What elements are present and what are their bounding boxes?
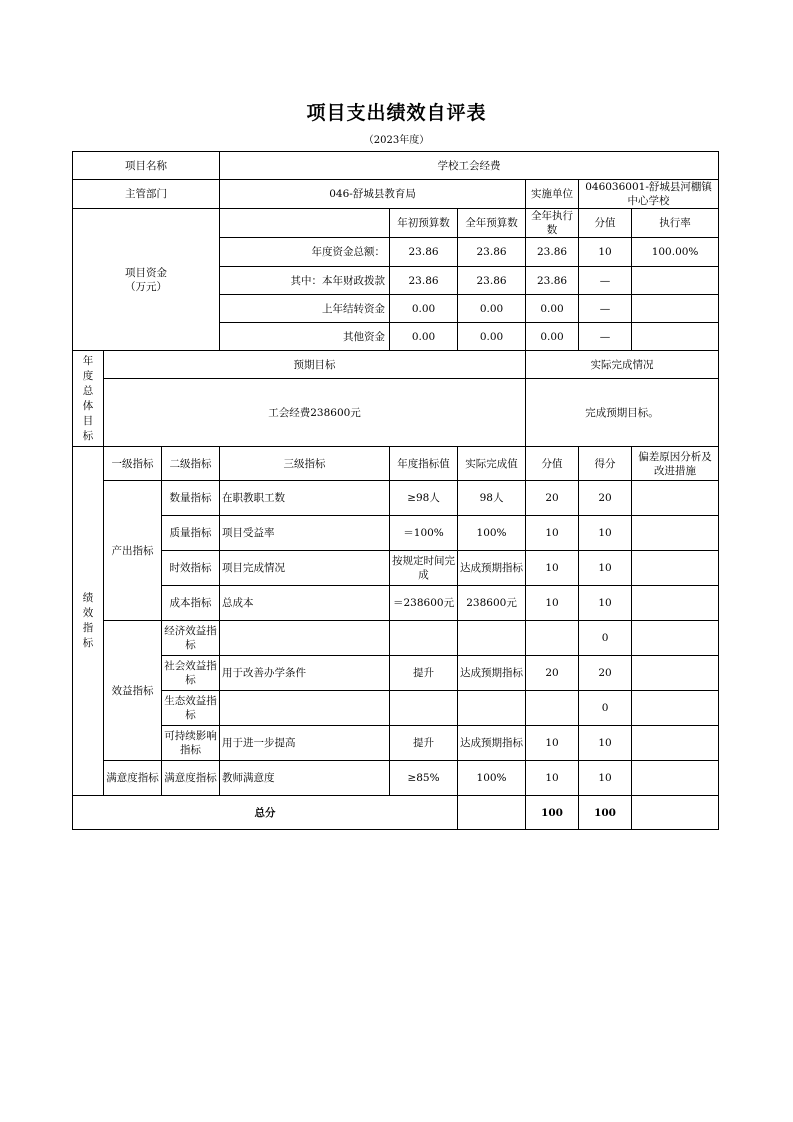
perf-row (73, 516, 719, 551)
funds-header-5: 执行率 (632, 209, 719, 238)
actual-result-text: 完成预期目标。 (526, 379, 719, 447)
total-label: 总分 (73, 796, 458, 830)
perf-l2: 成本指标 (162, 586, 220, 621)
benefit-indicator-label: 效益指标 (104, 621, 162, 761)
funds-cell: 100.00% (632, 238, 719, 267)
perf-target (390, 691, 458, 726)
satisfaction-indicator-label: 满意度指标 (104, 761, 162, 796)
perf-score (526, 691, 579, 726)
perf-note (632, 516, 719, 551)
perf-l3: 用于改善办学条件 (220, 656, 390, 691)
perf-target: 提升 (390, 656, 458, 691)
perf-note (632, 481, 719, 516)
perf-note (632, 761, 719, 796)
goal-label: 年 度 总 体 目 标 (73, 351, 104, 447)
perf-l2: 经济效益指标 (162, 621, 220, 656)
perf-actual (458, 621, 526, 656)
perf-row (73, 761, 719, 796)
funds-cell: 23.86 (526, 267, 579, 295)
funds-row-label: 其他资金 (220, 323, 390, 351)
perf-actual: 达成预期指标 (458, 551, 526, 586)
perf-header: 偏差原因分析及改进措施 (632, 447, 719, 481)
funds-header-2: 全年预算数 (458, 209, 526, 238)
funds-header-4: 分值 (579, 209, 632, 238)
perf-got: 10 (579, 551, 632, 586)
perf-target: ＝238600元 (390, 586, 458, 621)
perf-l2: 时效指标 (162, 551, 220, 586)
dept-row (73, 180, 719, 209)
perf-score: 10 (526, 516, 579, 551)
perf-header: 二级指标 (162, 447, 220, 481)
perf-score: 20 (526, 481, 579, 516)
expected-goal-text: 工会经费238600元 (104, 379, 526, 447)
funds-cell: 0.00 (458, 295, 526, 323)
dept-label: 主管部门 (73, 180, 220, 209)
perf-score: 10 (526, 551, 579, 586)
total-score: 100 (526, 796, 579, 830)
funds-header-row (73, 209, 719, 238)
perf-header: 年度指标值 (390, 447, 458, 481)
perf-row (73, 656, 719, 691)
perf-note (632, 586, 719, 621)
perf-row (73, 726, 719, 761)
funds-header-3: 全年执行数 (526, 209, 579, 238)
perf-row (73, 621, 719, 656)
perf-header: 分值 (526, 447, 579, 481)
perf-target: 提升 (390, 726, 458, 761)
perf-actual: 达成预期指标 (458, 656, 526, 691)
unit-value: 046036001-舒城县河棚镇中心学校 (579, 180, 719, 209)
project-name-label: 项目名称 (73, 152, 220, 180)
funds-cell: 23.86 (458, 267, 526, 295)
perf-note (632, 621, 719, 656)
funds-cell: 23.86 (390, 267, 458, 295)
funds-row-label: 其中：本年财政拨款 (220, 267, 390, 295)
funds-cell: — (579, 267, 632, 295)
perf-l2: 质量指标 (162, 516, 220, 551)
perf-got: 0 (579, 691, 632, 726)
perf-got: 10 (579, 761, 632, 796)
perf-l3: 项目受益率 (220, 516, 390, 551)
funds-cell: — (579, 323, 632, 351)
perf-l3 (220, 621, 390, 656)
funds-cell (632, 295, 719, 323)
funds-cell: 23.86 (390, 238, 458, 267)
page-subtitle: （2023年度） (363, 135, 430, 146)
perf-row (73, 691, 719, 726)
perf-note (632, 726, 719, 761)
perf-actual: 100% (458, 516, 526, 551)
funds-cell: — (579, 295, 632, 323)
perf-header: 实际完成值 (458, 447, 526, 481)
goal-header-row (73, 351, 719, 379)
perf-note (632, 656, 719, 691)
total-row (73, 796, 719, 830)
total-actual (458, 796, 526, 830)
funds-label: 项目资金 （万元） (73, 209, 220, 351)
perf-l3: 总成本 (220, 586, 390, 621)
actual-result-label: 实际完成情况 (526, 351, 719, 379)
perf-got: 20 (579, 656, 632, 691)
perf-score: 10 (526, 726, 579, 761)
funds-cell: 0.00 (526, 295, 579, 323)
total-got: 100 (579, 796, 632, 830)
perf-l3: 用于进一步提高 (220, 726, 390, 761)
perf-score: 20 (526, 656, 579, 691)
funds-cell: 0.00 (526, 323, 579, 351)
perf-actual (458, 691, 526, 726)
perf-header-row (73, 447, 719, 481)
funds-cell: 0.00 (458, 323, 526, 351)
funds-cell: 0.00 (390, 323, 458, 351)
perf-header: 三级指标 (220, 447, 390, 481)
perf-header: 一级指标 (104, 447, 162, 481)
perf-target (390, 621, 458, 656)
perf-got: 0 (579, 621, 632, 656)
perf-l2: 社会效益指标 (162, 656, 220, 691)
perf-l2: 数量指标 (162, 481, 220, 516)
perf-l2: 可持续影响指标 (162, 726, 220, 761)
perf-actual: 100% (458, 761, 526, 796)
funds-cell: 10 (579, 238, 632, 267)
perf-actual: 达成预期指标 (458, 726, 526, 761)
project-name-row (73, 152, 719, 180)
perf-actual: 98人 (458, 481, 526, 516)
funds-header-1: 年初预算数 (390, 209, 458, 238)
perf-l3: 在职教职工数 (220, 481, 390, 516)
perf-row (73, 551, 719, 586)
funds-header-blank (220, 209, 390, 238)
dept-value: 046-舒城县教育局 (220, 180, 526, 209)
funds-cell: 0.00 (390, 295, 458, 323)
total-note (632, 796, 719, 830)
project-name-value: 学校工会经费 (220, 152, 719, 180)
perf-score: 10 (526, 586, 579, 621)
perf-l2: 满意度指标 (162, 761, 220, 796)
funds-cell (632, 267, 719, 295)
perf-l3: 项目完成情况 (220, 551, 390, 586)
perf-target: ＝100% (390, 516, 458, 551)
perf-got: 20 (579, 481, 632, 516)
perf-note (632, 691, 719, 726)
perf-score: 10 (526, 761, 579, 796)
goal-content-row (73, 379, 719, 447)
output-indicator-label: 产出指标 (104, 481, 162, 621)
page-title: 项目支出绩效自评表 (306, 102, 487, 124)
funds-cell: 23.86 (526, 238, 579, 267)
perf-label: 绩 效 指 标 (73, 447, 104, 796)
funds-row-label: 上年结转资金 (220, 295, 390, 323)
unit-label: 实施单位 (526, 180, 579, 209)
perf-l3: 教师满意度 (220, 761, 390, 796)
funds-cell: 23.86 (458, 238, 526, 267)
perf-l2: 生态效益指标 (162, 691, 220, 726)
perf-got: 10 (579, 516, 632, 551)
evaluation-table (72, 151, 719, 830)
funds-row-label: 年度资金总额： (220, 238, 390, 267)
perf-note (632, 551, 719, 586)
perf-target: ≥85% (390, 761, 458, 796)
expected-goal-label: 预期目标 (104, 351, 526, 379)
perf-target: 按规定时间完成 (390, 551, 458, 586)
funds-cell (632, 323, 719, 351)
perf-got: 10 (579, 726, 632, 761)
perf-actual: 238600元 (458, 586, 526, 621)
perf-target: ≥98人 (390, 481, 458, 516)
perf-row (73, 481, 719, 516)
perf-row (73, 586, 719, 621)
perf-score (526, 621, 579, 656)
perf-got: 10 (579, 586, 632, 621)
perf-header: 得分 (579, 447, 632, 481)
perf-l3 (220, 691, 390, 726)
